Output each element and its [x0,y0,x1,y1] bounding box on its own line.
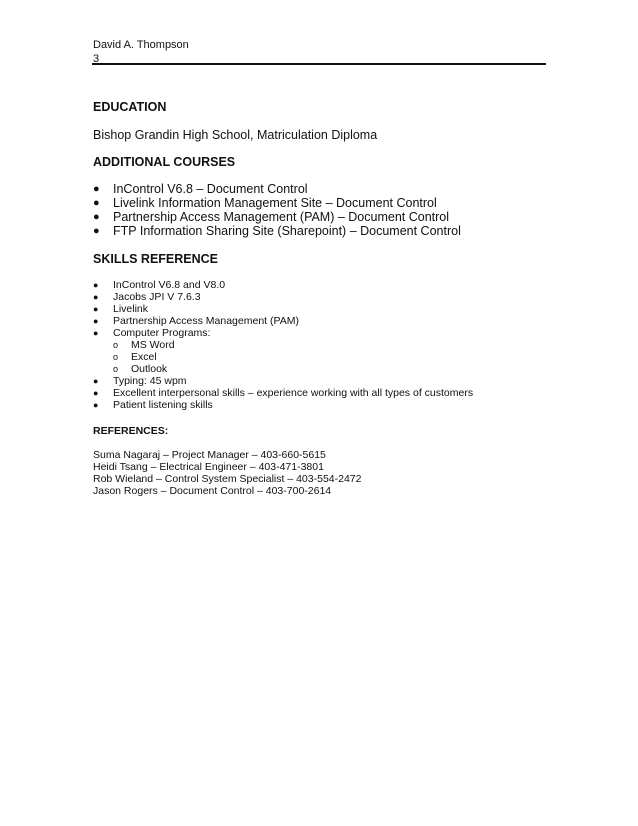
resume-content [93,100,548,497]
list-item [93,387,548,399]
hollow-bullet-icon: o [113,364,119,374]
bullet-icon: ● [93,304,99,314]
list-item [113,351,548,363]
program-text: MS Word [131,339,175,351]
list-item [93,303,548,315]
bullet-icon: ● [93,183,100,195]
bullet-icon: ● [93,316,99,326]
reference-line: Suma Nagaraj – Project Manager – 403-660-5615 [93,449,326,461]
course-text: InControl V6.8 – Document Control [113,182,308,196]
course-text: Partnership Access Management (PAM) – Document Control [113,210,450,224]
skill-text: Computer Programs: [113,327,211,339]
education-text: Bishop Grandin High School, Matriculation Diploma [93,128,378,142]
bullet-icon: ● [93,197,100,209]
list-item [113,339,548,351]
header-rule [92,63,546,65]
course-text: Livelink Information Management Site – Document Control [113,196,437,210]
references-block [93,449,548,497]
page-number: 3 [93,53,100,65]
list-item [93,375,548,387]
reference-line: Rob Wieland – Control System Specialist – 403-554-2472 [93,473,362,485]
skill-text: Livelink [113,303,149,315]
bullet-icon: ● [93,376,99,386]
computer-programs-list [113,339,548,375]
list-item [93,196,548,210]
bullet-icon: ● [93,400,99,410]
bullet-icon: ● [93,292,99,302]
hollow-bullet-icon: o [113,340,119,350]
skill-text: Partnership Access Management (PAM) [113,315,299,327]
list-item [93,327,548,375]
skills-heading: SKILLS REFERENCE [93,252,219,266]
education-heading: EDUCATION [93,100,167,114]
skill-text: Jacobs JPI V 7.6.3 [113,291,201,303]
skill-text: Patient listening skills [113,399,213,411]
additional-courses-heading: ADDITIONAL COURSES [93,155,236,169]
list-item [93,399,548,411]
skill-text: InControl V6.8 and V8.0 [113,279,226,291]
list-item [93,315,548,327]
bullet-icon: ● [93,225,100,237]
author-name: David A. Thompson [93,39,189,51]
skill-text: Excellent interpersonal skills – experience working with all types of customers [113,387,474,399]
additional-courses-list [93,182,548,238]
skills-list [93,279,548,411]
list-item [93,224,548,238]
bullet-icon: ● [93,388,99,398]
hollow-bullet-icon: o [113,352,119,362]
list-item [93,279,548,291]
list-item [93,182,548,196]
list-item [93,291,548,303]
skill-text: Typing: 45 wpm [113,375,187,387]
bullet-icon: ● [93,211,100,223]
program-text: Excel [131,351,157,363]
list-item [113,363,548,375]
reference-line: Jason Rogers – Document Control – 403-700-2614 [93,485,332,497]
bullet-icon: ● [93,328,99,338]
course-text: FTP Information Sharing Site (Sharepoint) – Document Control [113,224,461,238]
bullet-icon: ● [93,280,99,290]
list-item [93,210,548,224]
references-heading: REFERENCES: [93,425,169,437]
program-text: Outlook [131,363,168,375]
reference-line: Heidi Tsang – Electrical Engineer – 403-471-3801 [93,461,324,473]
page-header [93,38,189,66]
